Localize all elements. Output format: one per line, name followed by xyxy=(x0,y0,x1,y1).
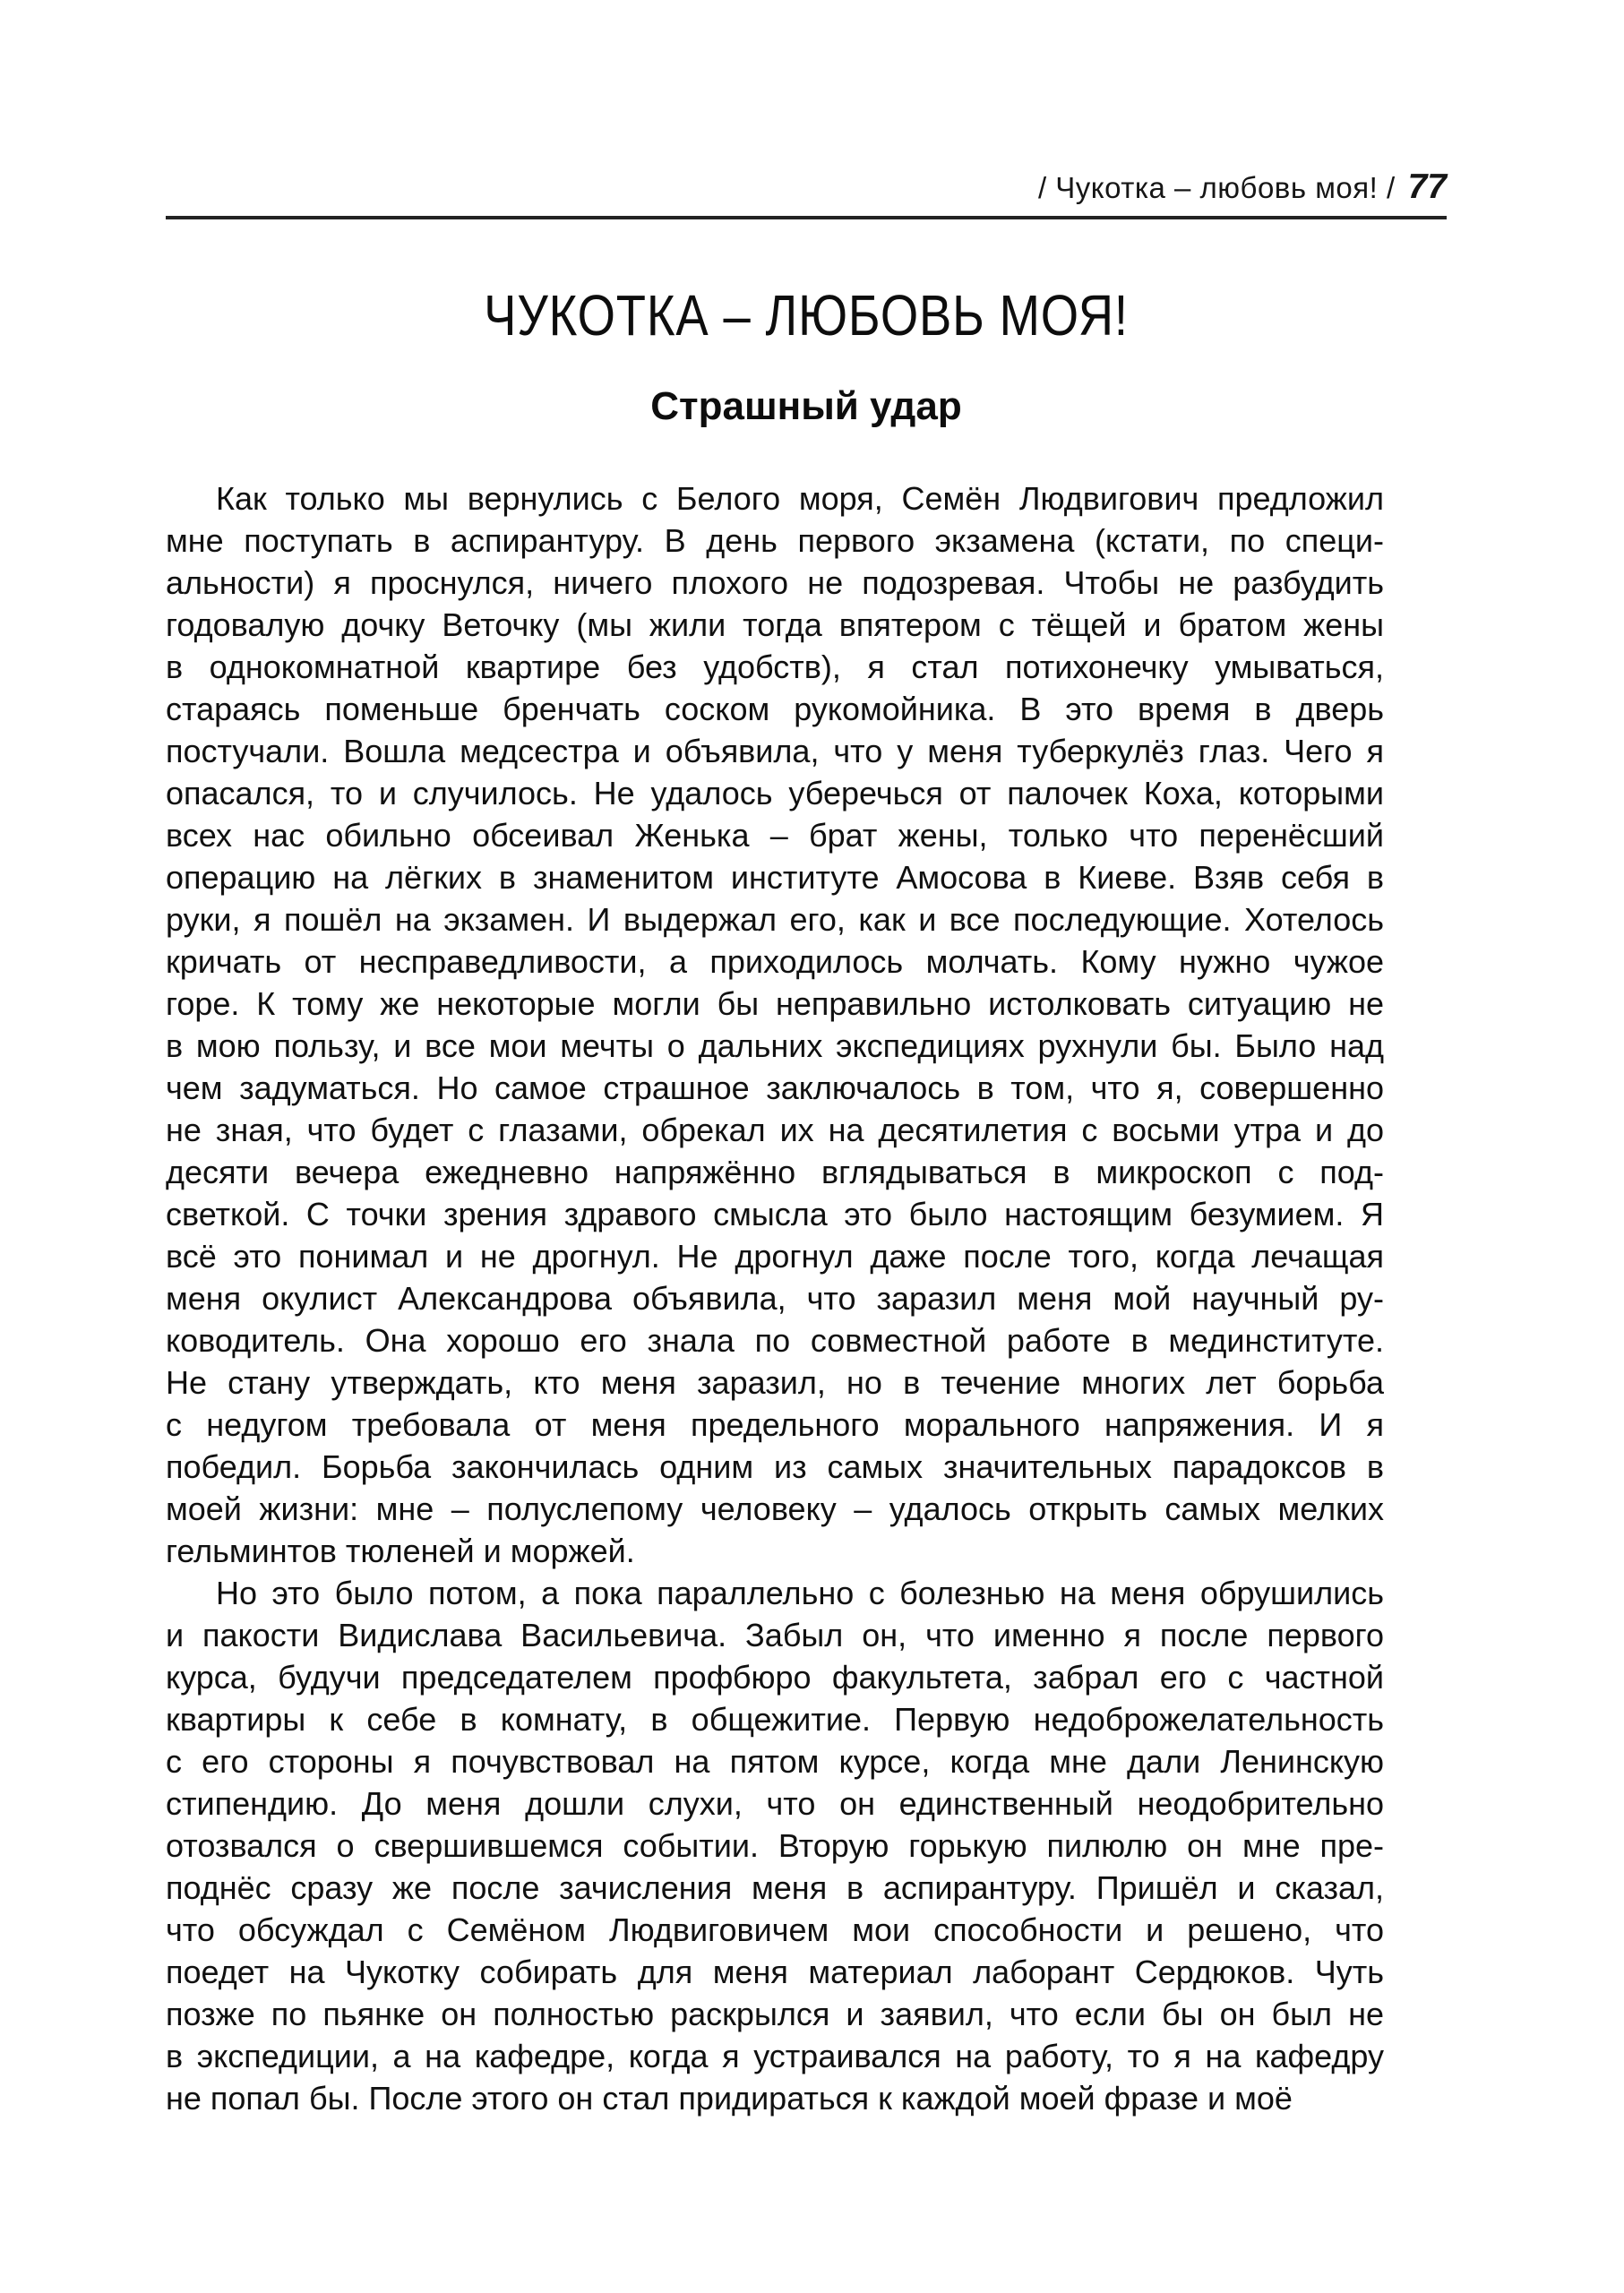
text-line: всё это понимал и не дрогнул. Не дрогнул даже после того, когда лечащая xyxy=(166,1238,1384,1275)
text-line: что обсуждал с Семёном Людвиговичем мои способности и решено, что xyxy=(166,1911,1384,1948)
text-line: с недугом требовала от меня предельного морального напряжения. И я xyxy=(166,1406,1384,1443)
text-line: годовалую дочку Веточку (мы жили тогда впятером с тёщей и братом жены xyxy=(166,606,1384,643)
text-line: с его стороны я почувствовал на пятом курсе, когда мне дали Ленинскую xyxy=(166,1743,1384,1780)
paragraph xyxy=(166,477,1384,1572)
text-line: победил. Борьба закончилась одним из самых значительных парадоксов в xyxy=(166,1448,1384,1485)
text-line: квартиры к себе в комнату, в общежитие. Первую недоброжелательность xyxy=(166,1701,1384,1738)
text-line: курса, будучи председателем профбюро факультета, забрал его с частной xyxy=(166,1659,1384,1696)
text-line: светкой. С точки зрения здравого смысла это было настоящим безумием. Я xyxy=(166,1196,1384,1232)
text-line: Не стану утверждать, кто меня заразил, но в течение многих лет борьба xyxy=(166,1364,1384,1401)
text-line: ководитель. Она хорошо его знала по совместной работе в мединституте. xyxy=(166,1322,1384,1359)
header-rule xyxy=(166,216,1447,219)
text-line: стараясь поменьше бренчать соском рукомойника. В это время в дверь xyxy=(166,691,1384,727)
text-line: отозвался о свершившемся событии. Вторую горькую пилюлю он мне пре- xyxy=(166,1827,1384,1864)
text-line: десяти вечера ежедневно напряжённо вглядываться в микроскоп с под- xyxy=(166,1154,1384,1190)
body-text xyxy=(166,477,1384,2119)
text-line: поедет на Чукотку собирать для меня материал лаборант Сердюков. Чуть xyxy=(166,1954,1384,1990)
text-line: руки, я пошёл на экзамен. И выдержал его, как и все последующие. Хотелось xyxy=(166,901,1384,938)
text-line: не попал бы. После этого он стал придираться к каждой моей фразе и моё xyxy=(166,2080,1293,2117)
text-line: альности) я проснулся, ничего плохого не подозревая. Чтобы не разбудить xyxy=(166,564,1384,601)
text-line: меня окулист Александрова объявила, что заразил меня мой научный ру- xyxy=(166,1280,1384,1317)
paragraph xyxy=(166,1572,1384,2119)
text-line: стипендию. До меня дошли слухи, что он единственный неодобрительно xyxy=(166,1785,1384,1822)
text-line: постучали. Вошла медсестра и объявила, что у меня туберкулёз глаз. Чего я xyxy=(166,733,1384,769)
text-line: кричать от несправедливости, а приходилось молчать. Кому нужно чужое xyxy=(166,943,1384,980)
chapter-title: ЧУКОТКА – ЛЮБОВЬ МОЯ! xyxy=(484,283,1129,348)
text-line: в мою пользу, и все мои мечты о дальних экспедициях рухнули бы. Было над xyxy=(166,1027,1384,1064)
text-line: всех нас обильно обсеивал Женька – брат жены, только что перенёсший xyxy=(166,817,1384,854)
section-heading: Страшный удар xyxy=(650,384,962,428)
text-line: горе. К тому же некоторые могли бы неправильно истолковать ситуацию не xyxy=(166,985,1384,1022)
text-line: Как только мы вернулись с Белого моря, Семён Людвигович предложил xyxy=(216,480,1384,517)
text-line: в экспедиции, а на кафедре, когда я устраивался на работу, то я на кафедру xyxy=(166,2038,1384,2074)
text-line: моей жизни: мне – полуслепому человеку – удалось открыть самых мелких xyxy=(166,1490,1384,1527)
text-line: операцию на лёгких в знаменитом институте Амосова в Киеве. Взяв себя в xyxy=(166,859,1384,896)
text-line: чем задуматься. Но самое страшное заключалось в том, что я, совершенно xyxy=(166,1069,1384,1106)
text-line: гельминтов тюленей и моржей. xyxy=(166,1533,635,1569)
text-line: и пакости Видислава Васильевича. Забыл он, что именно я после первого xyxy=(166,1617,1384,1653)
text-line: опасался, то и случилось. Не удалось уберечься от палочек Коха, которыми xyxy=(166,775,1384,812)
text-line: позже по пьянке он полностью раскрылся и заявил, что если бы он был не xyxy=(166,1996,1384,2032)
text-line: поднёс сразу же после зачисления меня в аспирантуру. Пришёл и сказал, xyxy=(166,1869,1384,1906)
text-line: в однокомнатной квартире без удобств), я стал потихонечку умываться, xyxy=(166,648,1384,685)
text-line: не зная, что будет с глазами, обрекал их на десятилетия с восьми утра и до xyxy=(166,1112,1384,1148)
running-title: / Чукотка – любовь моя! / xyxy=(1037,171,1396,204)
text-line: мне поступать в аспирантуру. В день первого экзамена (кстати, по специ- xyxy=(166,522,1384,559)
page-number: 77 xyxy=(1407,167,1447,206)
page-header xyxy=(166,167,1447,206)
text-line: Но это было потом, а пока параллельно с болезнью на меня обрушились xyxy=(216,1575,1384,1611)
